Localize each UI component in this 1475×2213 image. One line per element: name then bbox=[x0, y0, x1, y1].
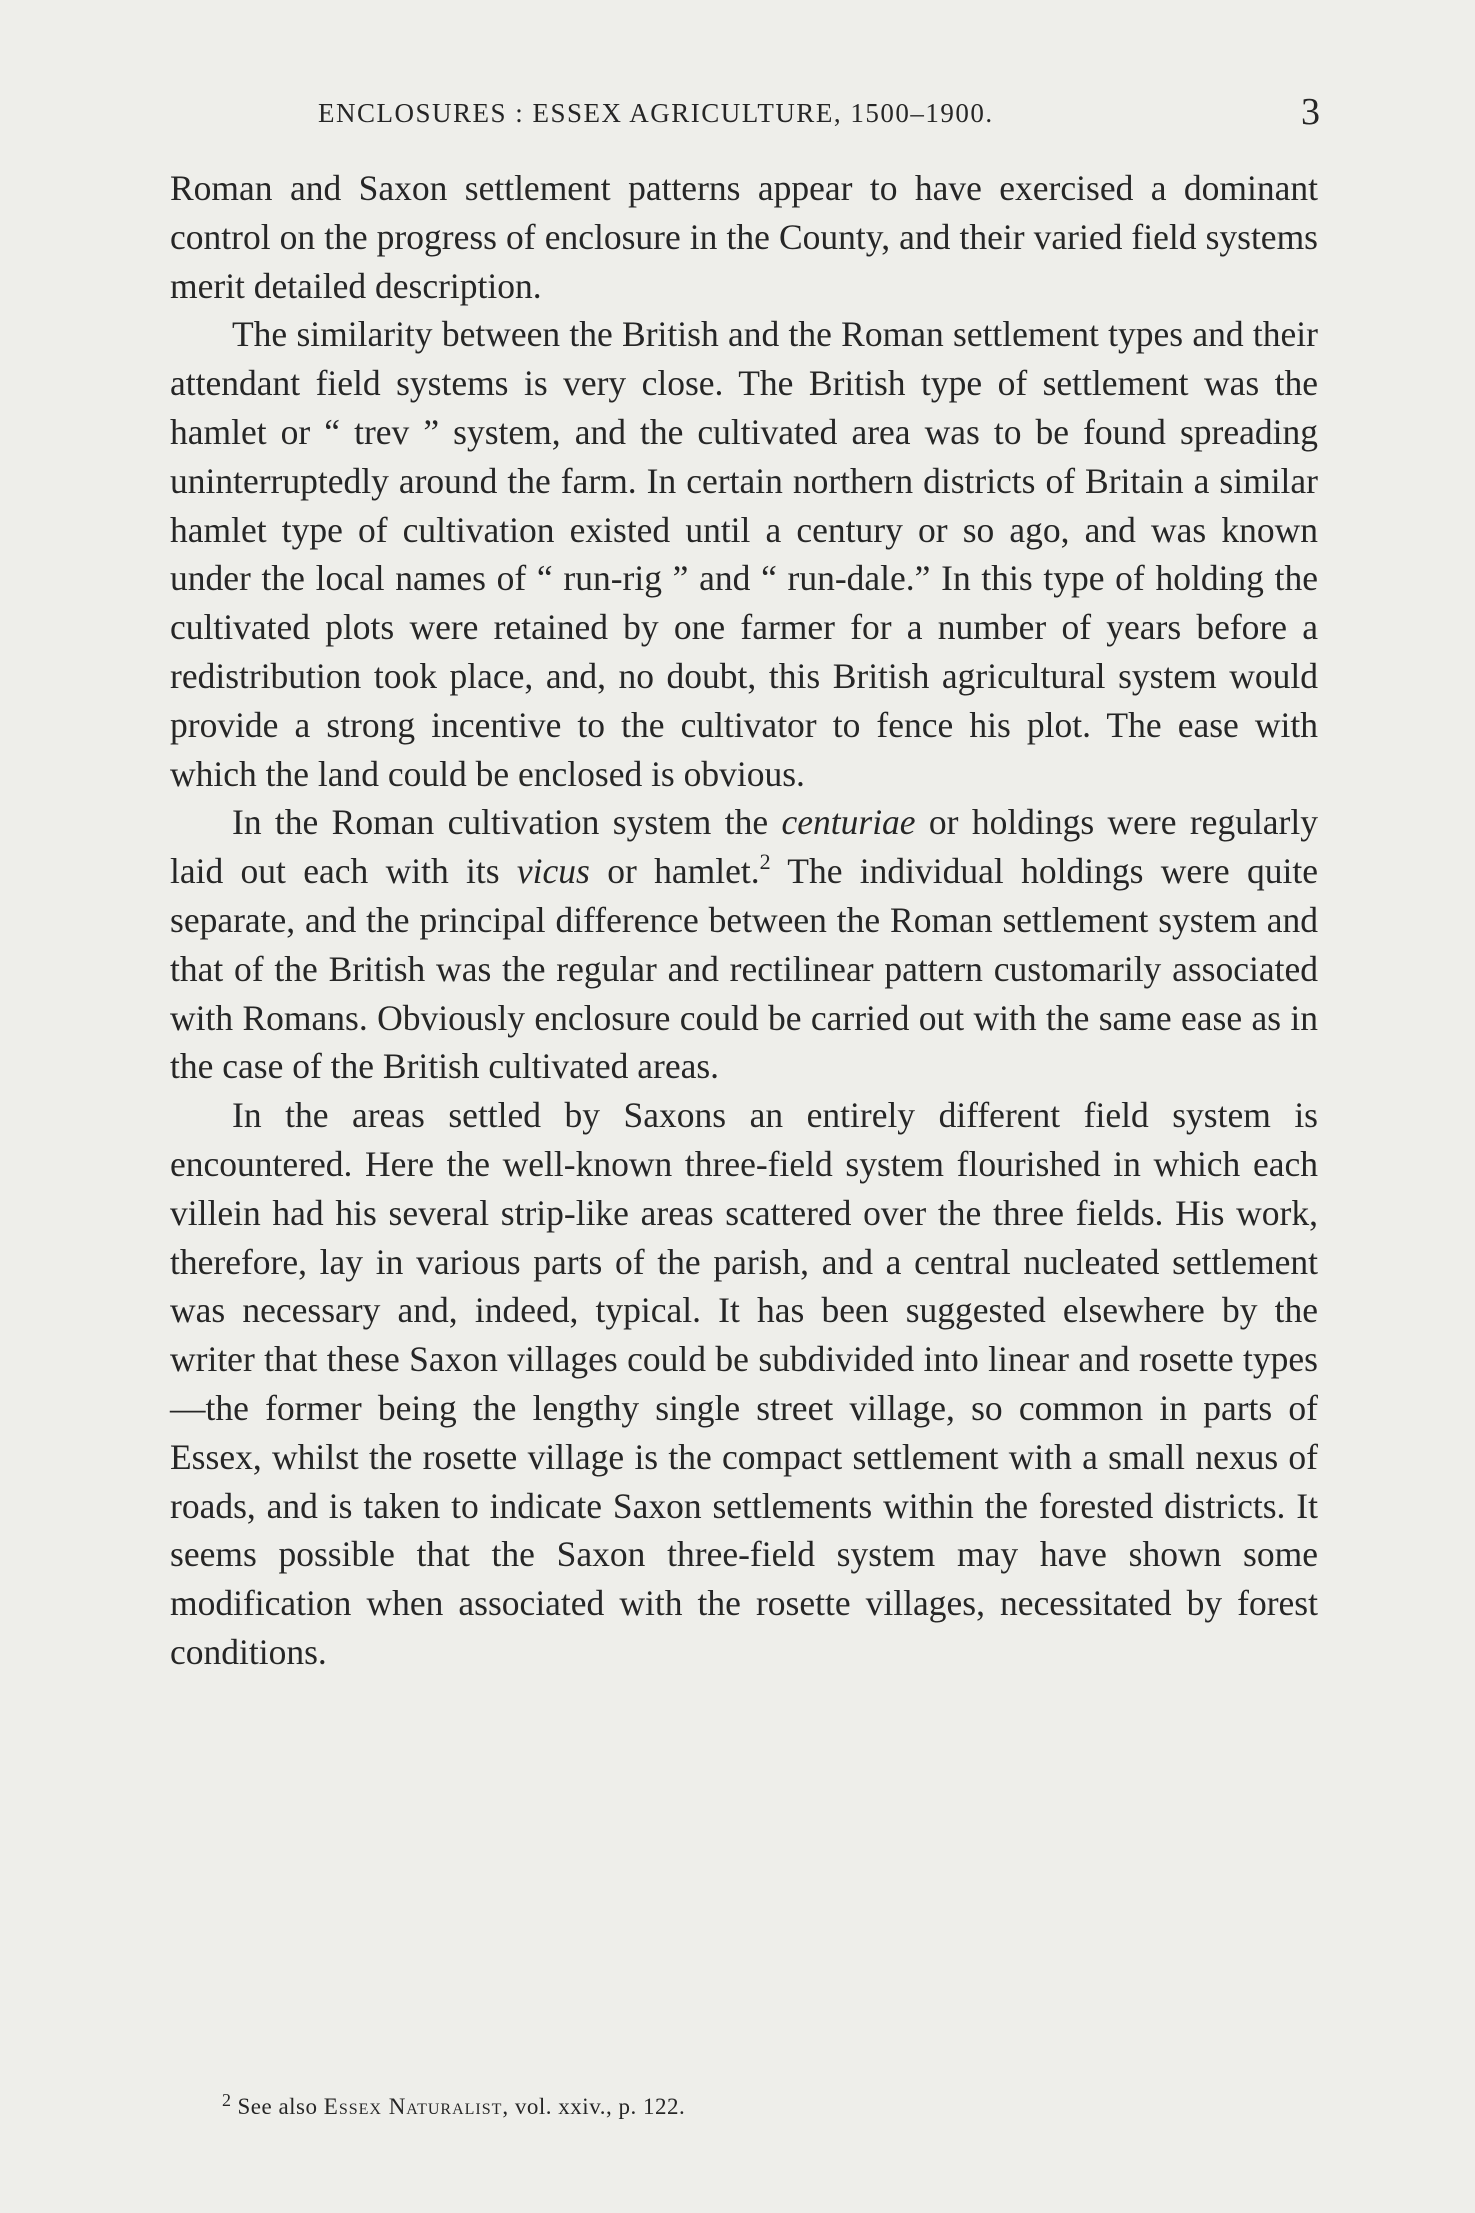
footnote-reference: 2 bbox=[759, 849, 771, 875]
paragraph-3-text-d: The individual holdings were quite separate, and the principal difference between the Roman settlement system and that of the British was the regular and rectilinear pattern customarily associated with Romans. Obviously enclosure could be carried out with the same ease as in the case of the British cultivated areas. bbox=[170, 851, 1318, 1087]
footnote-text-a: See also bbox=[237, 2094, 324, 2119]
paragraph-3-text-c: or hamlet. bbox=[589, 851, 760, 892]
paragraph-3-text-b: or holdings were regularly laid out each with its bbox=[170, 802, 1318, 892]
running-title: ENCLOSURES : ESSEX AGRICULTURE, 1500–1900. bbox=[318, 98, 994, 128]
running-head bbox=[170, 88, 1320, 138]
paragraph-1: Roman and Saxon settlement patterns appear to have exercised a dominant control on the progress of enclosure in the County, and their varied field systems merit detailed description. bbox=[170, 168, 1318, 306]
paragraph-2: The similarity between the British and the Roman settlement types and their attendant field systems is very close. The British type of settlement was the hamlet or “ trev ” system, and the cultivated area was to be found spreading uninterruptedly around the farm. In certain northern districts of Britain a similar hamlet type of cultivation existed until a century or so ago, and was known under the local names of “ run-rig ” and “ run-dale.” In this type of holding the cultivated plots were retained by one farmer for a number of years before a redistribution took place, and, no doubt, this British agricultural system would provide a strong incentive to the cultivator to fence his plot. The ease with which the land could be enclosed is obvious. bbox=[170, 314, 1318, 794]
page-number: 3 bbox=[1301, 91, 1320, 133]
paragraph-3-text-a: In the Roman cultivation system the bbox=[232, 802, 782, 843]
footnote-journal: Essex Naturalist bbox=[323, 2094, 503, 2119]
paragraph-4: In the areas settled by Saxons an entirely different field system is encountered. Here the well-known three-field system flourished in which each villein had his several strip-like areas scattered over the three fields. His work, therefore, lay in various parts of the parish, and a central nucleated settlement was necessary and, indeed, typical. It has been suggested elsewhere by the writer that these Saxon villages could be subdivided into linear and rosette types—the former being the lengthy single street village, so common in parts of Essex, whilst the rosette village is the compact settlement with a small nexus of roads, and is taken to indicate Saxon settlements within the forested districts. It seems possible that the Saxon three-field system may have shown some modification when associated with the rosette villages, necessitated by forest conditions. bbox=[170, 1095, 1318, 1672]
term-centuriae: centuriae bbox=[781, 802, 916, 843]
term-vicus: vicus bbox=[516, 851, 590, 892]
body-text bbox=[170, 164, 1318, 1677]
footnote bbox=[222, 2090, 685, 2120]
footnote-text-b: , vol. xxiv., p. 122. bbox=[502, 2094, 686, 2119]
footnote-mark: 2 bbox=[222, 2090, 232, 2110]
paragraph-3 bbox=[170, 798, 1318, 1091]
